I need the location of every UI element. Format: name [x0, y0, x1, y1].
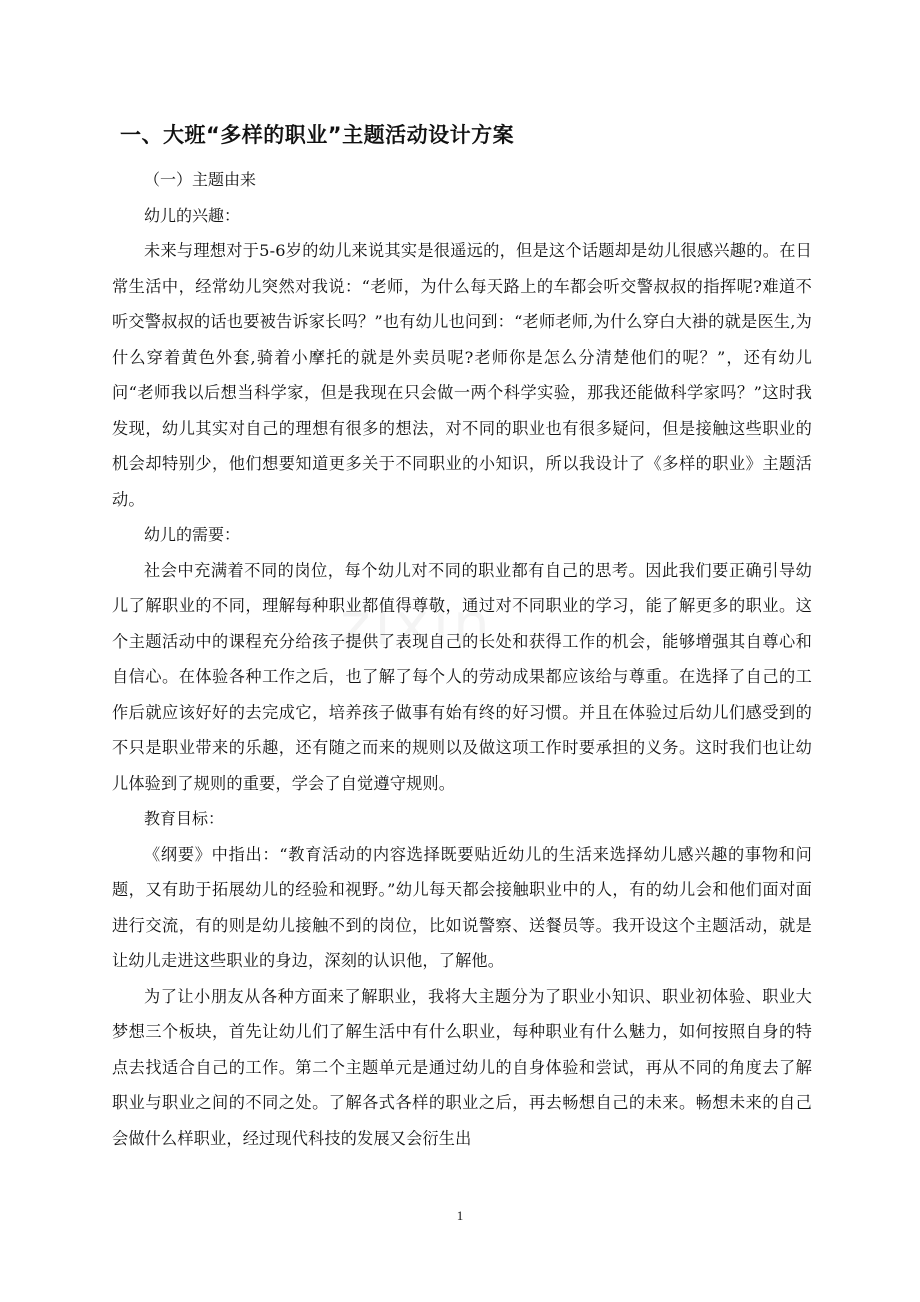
goal-label: 教育目标：	[144, 809, 225, 828]
interest-paragraph: 未来与理想对于5-6岁的幼儿来说其实是很遥远的，但是这个话题却是幼儿很感兴趣的。在日常生活中，经常幼儿突然对我说：“老师，为什么每天路上的车都会听交警叔叔的指挥呢?难道不听交警叔叔的话也要被告诉家长吗？”也有幼儿也问到：“老师老师,为什么穿白大褂的就是医生,为什么穿着黄色外套,骑着小摩托的就是外卖员呢?老师你是怎么分清楚他们的呢？”，还有幼儿问“老师我以后想当科学家，但是我现在只会做一两个科学实验，那我还能做科学家吗？”这时我发现，幼儿其实对自己的理想有很多的想法，对不同的职业也有很多疑问，但是接触这些职业的机会却特别少，他们想要知道更多关于不同职业的小知识，所以我设计了《多样的职业》主题活动。	[112, 241, 812, 509]
plan-paragraph: 为了让小朋友从各种方面来了解职业，我将大主题分为了职业小知识、职业初体验、职业大梦想三个板块，首先让幼儿们了解生活中有什么职业，每种职业有什么魅力，如何按照自身的特点去找适合自己的工作。第二个主题单元是通过幼儿的自身体验和尝试，再从不同的角度去了解职业与职业之间的不同之处。了解各式各样的职业之后，再去畅想自己的未来。畅想未来的自己会做什么样职业，经过现代科技的发展又会衍生出	[112, 986, 812, 1148]
goal-paragraph: 《纲要》中指出：“教育活动的内容选择既要贴近幼儿的生活来选择幼儿感兴趣的事物和问题，又有助于拓展幼儿的经验和视野。”幼儿每天都会接触职业中的人，有的幼儿会和他们面对面进行交流，有的则是幼儿接触不到的岗位，比如说警察、送餐员等。我开设这个主题活动，就是让幼儿走进这些职业的身边，深刻的认识他，了解他。	[112, 844, 812, 970]
document-title: 一、大班“多样的职业”主题活动设计方案	[120, 123, 515, 147]
need-paragraph: 社会中充满着不同的岗位，每个幼儿对不同的职业都有自己的思考。因此我们要正确引导幼儿了解职业的不同，理解每种职业都值得尊敬，通过对不同职业的学习，能了解更多的职业。这个主题活动中的课程充分给孩子提供了表现自己的长处和获得工作的机会，能够增强其自尊心和自信心。在体验各种工作之后，也了解了每个人的劳动成果都应该给与尊重。在选择了自己的工作后就应该好好的去完成它，培养孩子做事有始有终的好习惯。并且在体验过后幼儿们感受到的不只是职业带来的乐趣，还有随之而来的规则以及做这项工作时要承担的义务。这时我们也让幼儿体验到了规则的重要，学会了自觉遵守规则。	[112, 560, 812, 793]
section-heading: （一）主题由来	[144, 170, 257, 189]
page-number: 1	[456, 1208, 464, 1223]
need-label: 幼儿的需要：	[144, 525, 241, 544]
document-body	[112, 118, 812, 1156]
interest-label: 幼儿的兴趣：	[144, 205, 241, 225]
